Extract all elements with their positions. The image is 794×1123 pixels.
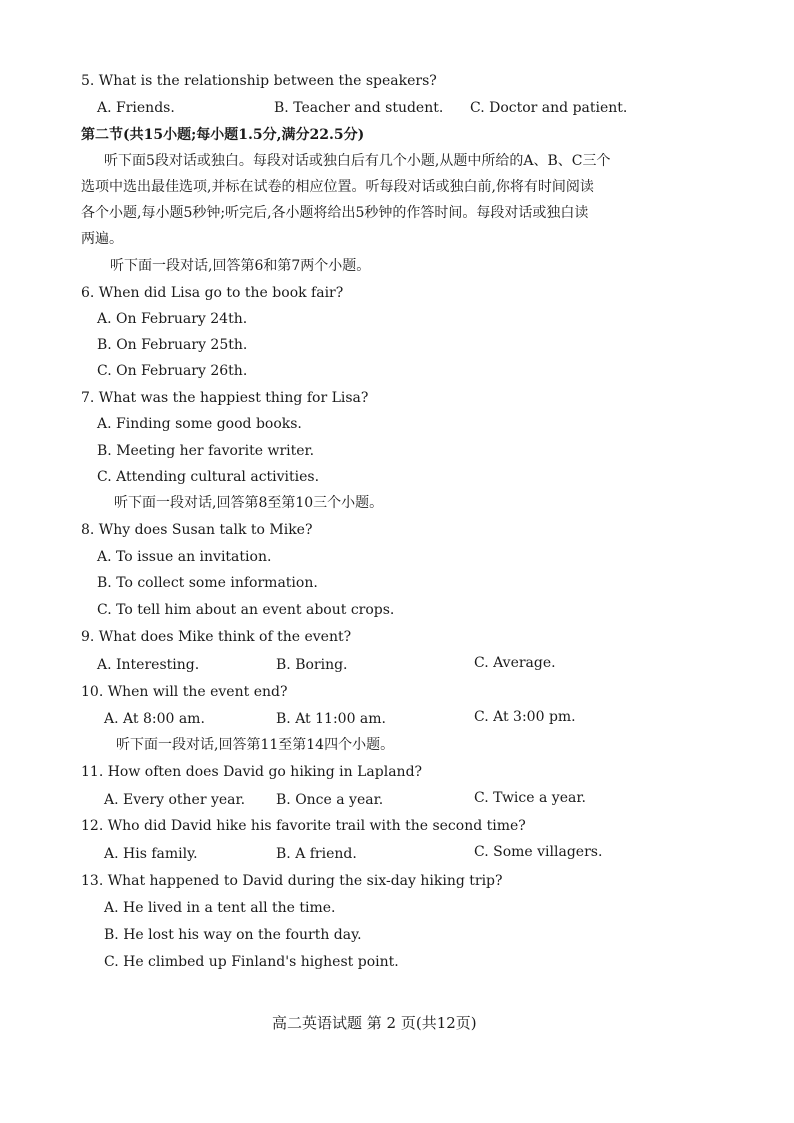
- q12-option-b: B. A friend.: [276, 846, 357, 862]
- question-6: 6. When did Lisa go to the book fair?: [81, 285, 344, 301]
- question-13: 13. What happened to David during the six-day hiking trip?: [81, 873, 503, 889]
- q9-option-b: B. Boring.: [276, 657, 348, 673]
- group-intro-1: 听下面一段对话,回答第6和第7两个小题。: [110, 258, 371, 274]
- q10-option-c: C. At 3:00 pm.: [474, 709, 576, 725]
- q5-option-a: A. Friends.: [97, 100, 175, 116]
- q8-option-c: C. To tell him about an event about crops.: [97, 602, 395, 618]
- q11-option-a: A. Every other year.: [104, 792, 246, 808]
- q8-option-a: A. To issue an invitation.: [97, 549, 272, 565]
- question-10: 10. When will the event end?: [81, 684, 288, 700]
- q7-option-b: B. Meeting her favorite writer.: [97, 443, 315, 459]
- question-5: 5. What is the relationship between the speakers?: [81, 73, 437, 89]
- q12-option-a: A. His family.: [104, 846, 198, 862]
- question-9: 9. What does Mike think of the event?: [81, 629, 352, 645]
- q5-option-b: B. Teacher and student.: [274, 100, 444, 116]
- q9-option-a: A. Interesting.: [97, 657, 200, 673]
- question-11: 11. How often does David go hiking in Lapland?: [81, 764, 423, 780]
- instructions-line-4: 两遍。: [81, 231, 123, 247]
- q10-option-a: A. At 8:00 am.: [104, 711, 205, 727]
- q7-option-c: C. Attending cultural activities.: [97, 469, 320, 485]
- q8-option-b: B. To collect some information.: [97, 575, 318, 591]
- q6-option-a: A. On February 24th.: [97, 311, 248, 327]
- q11-option-c: C. Twice a year.: [474, 790, 586, 806]
- q9-option-c: C. Average.: [474, 655, 556, 671]
- group-intro-3: 听下面一段对话,回答第11至第14四个小题。: [116, 737, 395, 753]
- question-7: 7. What was the happiest thing for Lisa?: [81, 390, 369, 406]
- q7-option-a: A. Finding some good books.: [97, 416, 302, 432]
- q11-option-b: B. Once a year.: [276, 792, 384, 808]
- q5-option-c: C. Doctor and patient.: [470, 100, 628, 116]
- instructions-line-3: 各个小题,每小题5秒钟;听完后,各小题将给出5秒钟的作答时间。每段对话或独白读: [81, 205, 589, 221]
- instructions-line-1: 听下面5段对话或独白。每段对话或独白后有几个小题,从题中所给的A、B、C三个: [104, 153, 611, 169]
- q6-option-c: C. On February 26th.: [97, 363, 248, 379]
- question-12: 12. Who did David hike his favorite trail with the second time?: [81, 818, 526, 834]
- instructions-line-2: 选项中选出最佳选项,并标在试卷的相应位置。听每段对话或独白前,你将有时间阅读: [81, 179, 594, 195]
- q12-option-c: C. Some villagers.: [474, 844, 603, 860]
- q6-option-b: B. On February 25th.: [97, 337, 248, 353]
- q13-option-b: B. He lost his way on the fourth day.: [104, 927, 362, 943]
- section-heading: 第二节(共15小题;每小题1.5分,满分22.5分): [81, 127, 365, 143]
- q13-option-c: C. He climbed up Finland's highest point.: [104, 954, 399, 970]
- q10-option-b: B. At 11:00 am.: [276, 711, 386, 727]
- q13-option-a: A. He lived in a tent all the time.: [104, 900, 336, 916]
- question-8: 8. Why does Susan talk to Mike?: [81, 522, 313, 538]
- group-intro-2: 听下面一段对话,回答第8至第10三个小题。: [114, 495, 384, 511]
- page-footer: 高二英语试题 第 2 页(共12页): [272, 1014, 477, 1032]
